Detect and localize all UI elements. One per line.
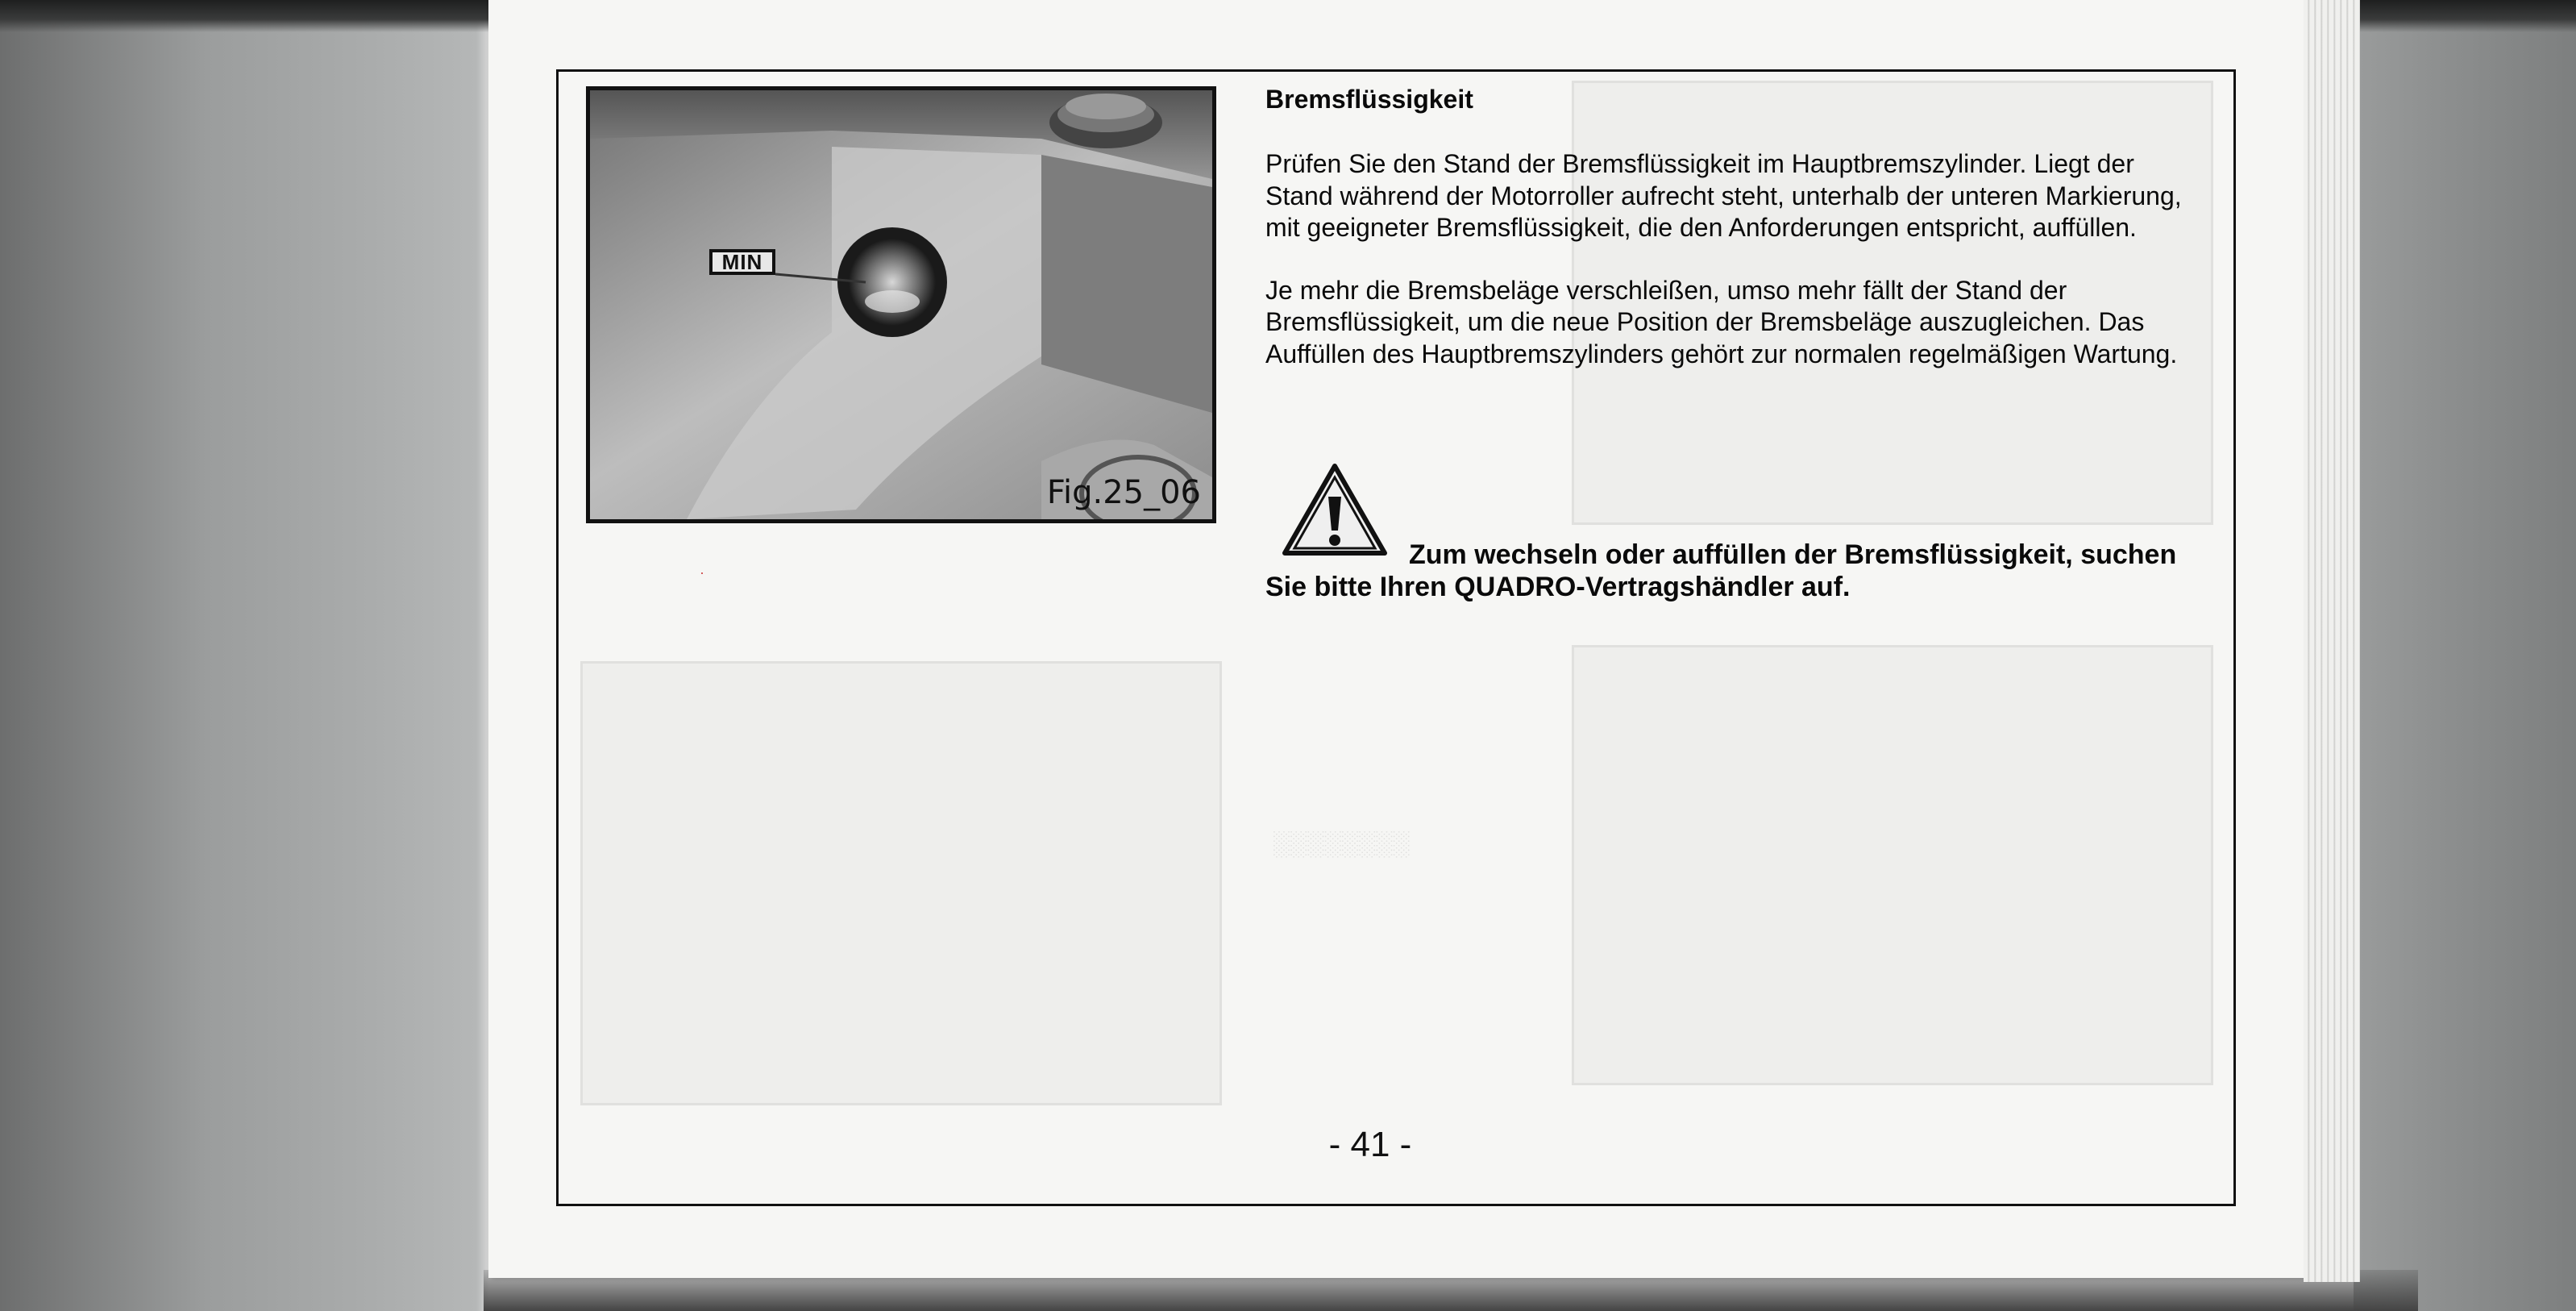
- show-through-text: ░░░░░░░░: [1273, 830, 1411, 857]
- text-column: [1265, 84, 2208, 401]
- section-heading: Bremsflüssigkeit: [1265, 85, 1473, 114]
- warning-notice: [1265, 466, 2208, 603]
- warning-line-1: Zum wechseln oder auffüllen der Bremsflüssigkeit, suchen: [1409, 539, 2177, 570]
- page-stack-edges: [2304, 0, 2360, 1282]
- brake-reservoir-photo: [586, 86, 1216, 523]
- warning-triangle-icon: [1280, 461, 1390, 558]
- reservoir-illustration: [590, 90, 1212, 519]
- paragraph-check-level: Prüfen Sie den Stand der Bremsflüssigkeit im Hauptbremszylinder. Liegt der Stand während der Motorroller aufrecht steht, unterhalb der unteren Markierung, mit geeigneter Bremsflüssigkeit, die den Anforderungen entspricht, auffüllen.: [1265, 149, 2182, 242]
- scan-speck: ·: [700, 564, 704, 581]
- scanner-background-right: [2354, 0, 2576, 1311]
- page-number: - 41 -: [1328, 1125, 1412, 1164]
- figure-caption: Fig.25_06: [1046, 474, 1201, 511]
- min-marker-label: MIN: [709, 249, 775, 275]
- warning-line-2: Sie bitte Ihren QUADRO-Vertragshändler auf.: [1265, 572, 1851, 602]
- paragraph-pad-wear: Je mehr die Bremsbeläge verschleißen, umso mehr fällt der Stand der Bremsflüssigkeit, um die neue Position der Bremsbeläge auszugleichen. Das Auffüllen des Hauptbremszylinders gehört zur normalen regelmäßigen Wartung.: [1265, 275, 2178, 368]
